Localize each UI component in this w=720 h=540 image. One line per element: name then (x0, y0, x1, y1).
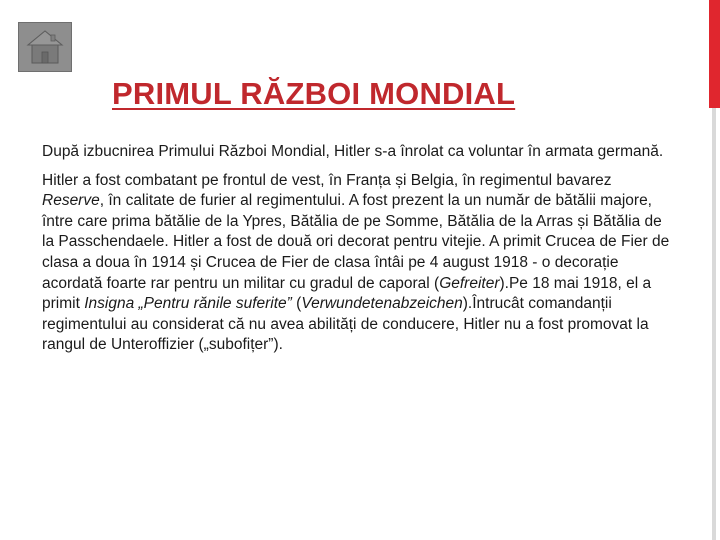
text-segment: , în calitate de furier al regimentului. A fost prezent la un număr de bătălii majore, între care prima bătălie de la Ypres, Bătălia de pe Somme, Bătălia de la Arras și Bătălia de la Passchendaele. Hitler a fost de două ori decorat pentru vitejie. A primit Crucea de Fier de clasa a doua în 1914 și Crucea de Fier de clasa întâi pe 4 august 1918 - o decorație acordată foarte rar pentru un militar cu gradul de caporal ( (42, 192, 670, 292)
italic-term: Insigna „Pentru rănile suferite” (84, 295, 292, 313)
text-segment: ).Întrucât comandanții regimentului au considerat că nu avea abilități de conducere, Hitler nu a fost promovat la rangul de Unteroffizier („subofițer”). (42, 295, 649, 354)
text-segment: Hitler a fost combatant pe frontul de vest, în Franța și Belgia, în regimentul bavarez (42, 171, 612, 189)
text-segment: ( (291, 295, 302, 313)
italic-term: Reserve (42, 192, 100, 210)
accent-bar-track (712, 108, 716, 540)
italic-term: Gefreiter (439, 274, 500, 292)
slide-body (42, 142, 677, 364)
accent-bar (709, 0, 720, 108)
paragraph-intro: După izbucnirea Primului Război Mondial, Hitler s-a înrolat ca voluntar în armata germană. (42, 143, 664, 160)
home-button[interactable] (18, 22, 72, 72)
home-icon (25, 27, 65, 67)
text-segment: ).Pe 18 mai 1918, el a primit (42, 274, 652, 313)
slide-title: PRIMUL RĂZBOI MONDIAL (112, 76, 516, 111)
paragraph-war-service (42, 171, 677, 356)
italic-term: Verwundetenabzeichen (301, 295, 463, 313)
